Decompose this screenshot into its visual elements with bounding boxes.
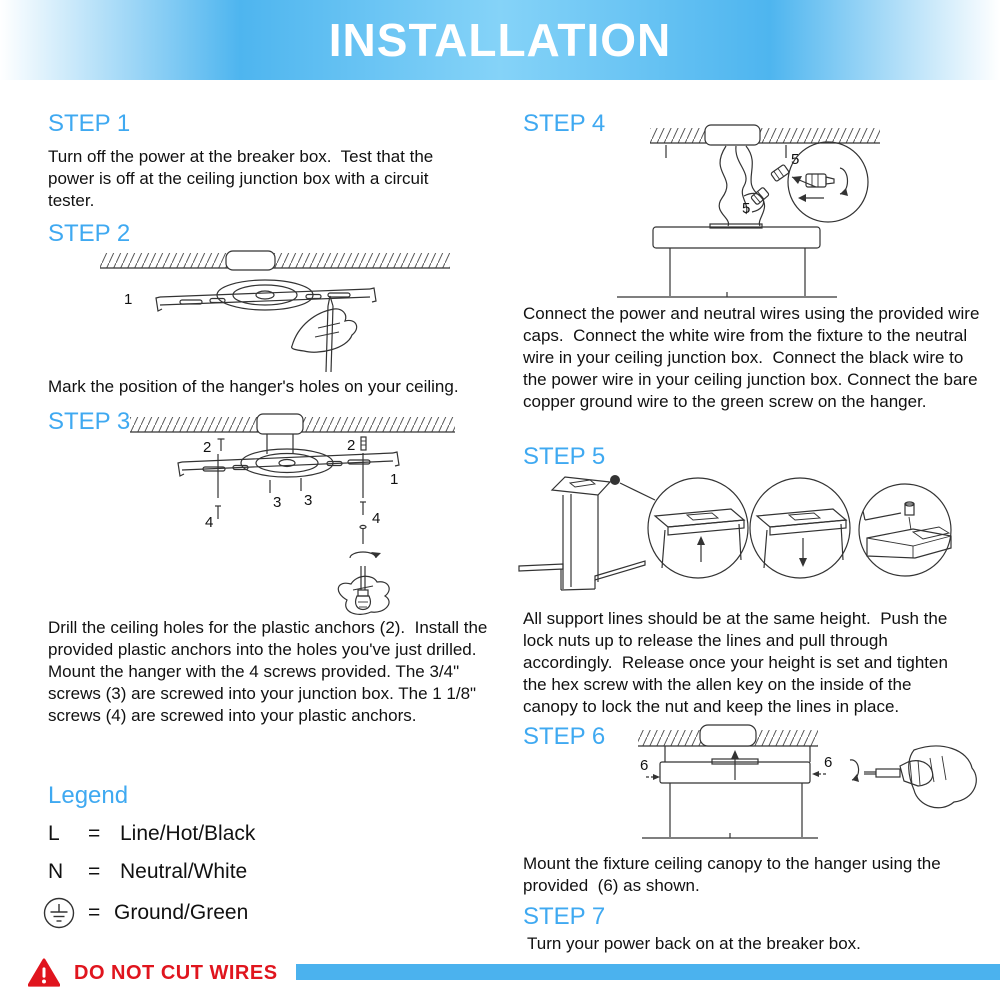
equals-sign: = (88, 901, 101, 924)
step2-heading: STEP 2 (48, 220, 131, 247)
arrowhead (812, 771, 819, 777)
ceiling-hatch (130, 414, 455, 454)
twist-inset (788, 142, 868, 222)
ground-icon (42, 896, 76, 930)
step7-text: Turn your power back on at the breaker box. (527, 934, 861, 953)
step6-diagram (612, 722, 1000, 857)
ceiling-hatch (100, 251, 450, 270)
equals-sign: = (88, 822, 101, 845)
hand-icon (909, 746, 977, 808)
screwdriver-icon (350, 525, 381, 609)
wire-cap-icon (751, 164, 790, 205)
step6-text: Mount the fixture ceiling canopy to the hanger using the provided (6) as shown. (523, 854, 946, 895)
step5-diagram (515, 468, 995, 608)
inset-pull-down (750, 478, 850, 578)
detail-dot (610, 475, 620, 485)
svg-text:2: 2 (347, 437, 356, 454)
svg-text:4: 4 (205, 514, 214, 531)
legend-label-line: Line/Hot/Black (120, 822, 256, 845)
legend-row-neutral (48, 860, 247, 884)
svg-text:3: 3 (304, 492, 313, 509)
legend-heading: Legend (48, 782, 129, 809)
canopy (617, 224, 837, 297)
step3-diagram (85, 410, 475, 616)
hex-screw-icon (905, 502, 914, 530)
screwdriver-icon (850, 760, 933, 786)
ceiling-hatch (638, 725, 818, 762)
step6-heading: STEP 6 (523, 723, 606, 750)
step7-heading: STEP 7 (523, 903, 606, 930)
page-title: INSTALLATION (328, 14, 672, 66)
step2-diagram (60, 248, 480, 376)
step1-heading: STEP 1 (48, 110, 131, 137)
step5-text: All support lines should be at the same height. Push the lock nuts up to release the lines and pull through accordingly. Release once your height is set and tighten the hex screw with the allen key on the inside of the canopy to lock the nut and keep the lines in place. (523, 609, 953, 716)
callout-6b: 6 (824, 754, 833, 771)
inset-hex-screw (859, 484, 951, 576)
svg-text:1: 1 (390, 471, 399, 488)
allen-key-icon (863, 511, 901, 520)
inset-push-up (648, 478, 748, 578)
svg-text:2: 2 (203, 439, 212, 456)
legend-symbol-L: L (48, 822, 60, 845)
step4-diagram (610, 124, 990, 304)
step3-text: Drill the ceiling holes for the plastic anchors (2). Install the provided plastic anchors into the holes you've just drilled. Mount the hanger with the 4 screws provided. The 3/4" screws (3) are screwed into your junction box. The 1 1/8" screws (4) are screwed into your plastic anchors. (48, 618, 493, 725)
step3-heading: STEP 3 (48, 408, 131, 435)
arrowhead (653, 774, 660, 780)
warning-text: DO NOT CUT WIRES (74, 961, 278, 984)
step5-heading: STEP 5 (523, 443, 606, 470)
callout-5b: 5 (742, 200, 751, 217)
hanger-bracket (156, 280, 376, 311)
legend-label-neutral: Neutral/White (120, 860, 248, 883)
step4-heading: STEP 4 (523, 110, 606, 137)
ceiling-hatch (650, 125, 880, 158)
hand-pencil-icon (292, 296, 357, 372)
svg-text:4: 4 (372, 510, 381, 527)
svg-text:3: 3 (273, 494, 282, 511)
callout-5a: 5 (791, 151, 800, 168)
step1-text: Turn off the power at the breaker box. Test that the power is off at the ceiling junction box with a circuit tester. (48, 147, 438, 210)
legend-symbol-N: N (48, 860, 64, 883)
canopy (642, 750, 818, 838)
step4-text: Connect the power and neutral wires using the provided wire caps. Connect the white wire from the fixture to the neutral wire in your ceiling junction box. Connect the black wire to the power wire in your ceiling junction box. Connect the bare copper ground wire to the green screw on the hanger. (523, 304, 985, 411)
warning (28, 958, 278, 988)
legend-label-ground: Ground/Green (114, 901, 249, 924)
hand-icon (338, 576, 389, 614)
callouts (203, 437, 398, 531)
step2-caption: Mark the position of the hanger's holes on your ceiling. (48, 377, 459, 396)
equals-sign: = (88, 860, 101, 883)
warning-triangle-icon (28, 958, 60, 988)
legend-row-ground (42, 896, 248, 930)
fixture-frame (519, 475, 655, 590)
callout-6a: 6 (640, 757, 649, 774)
legend-row-line (48, 822, 255, 846)
bottom-accent-bar (296, 964, 1000, 980)
header-banner (0, 0, 1000, 80)
callout-1: 1 (124, 291, 133, 308)
